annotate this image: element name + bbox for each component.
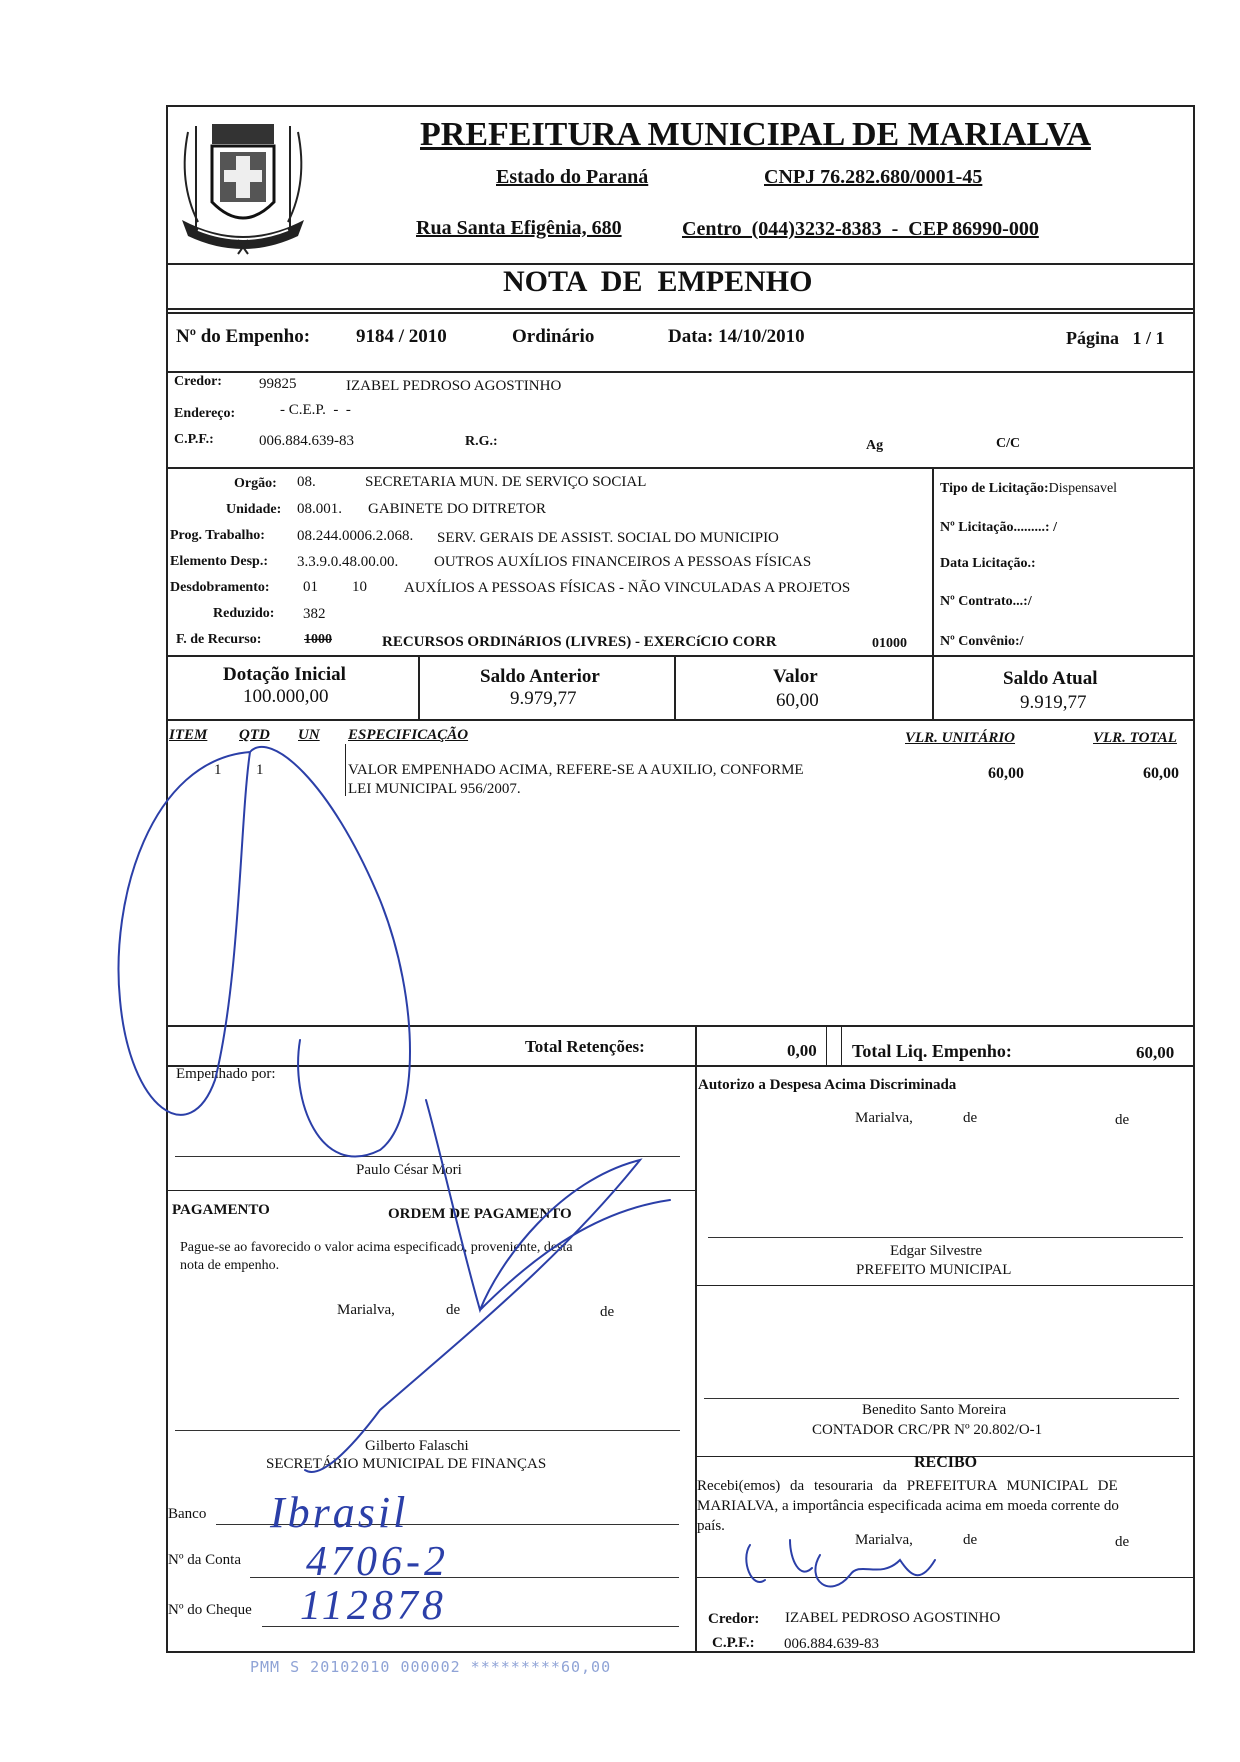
contador-role: CONTADOR CRC/PR Nº 20.802/O-1 bbox=[812, 1422, 1043, 1438]
recurso-name: RECURSOS ORDINáRIOS (LIVRES) - EXERCíCIO CORR bbox=[382, 634, 777, 650]
total-retencoes-label: Total Retenções: bbox=[525, 1037, 645, 1056]
prog-name: SERV. GERAIS DE ASSIST. SOCIAL DO MUNICIPIO bbox=[437, 530, 779, 546]
elemento-name: OUTROS AUXÍLIOS FINANCEIROS A PESSOAS FÍSICAS bbox=[434, 554, 812, 570]
recibo-title: RECIBO bbox=[914, 1454, 978, 1471]
credor-label: Credor: bbox=[174, 374, 222, 389]
saldo-atual-value: 9.919,77 bbox=[1020, 692, 1087, 713]
item-spec-line1: VALOR EMPENHADO ACIMA, REFERE-SE A AUXILIO, CONFORME bbox=[348, 762, 804, 778]
orgao-label: Orgão: bbox=[234, 476, 277, 491]
prefeito-signature-line bbox=[708, 1237, 1183, 1238]
empenho-page: Página 1 / 1 bbox=[1066, 328, 1165, 348]
empenho-type: Ordinário bbox=[512, 326, 595, 347]
data-licitacao: Data Licitação.: bbox=[940, 556, 1036, 571]
recibo-de2: de bbox=[1115, 1534, 1130, 1550]
recibo-text-line1: Recebi(emos) da tesouraria da PREFEITURA MUNICIPAL DE bbox=[697, 1478, 1118, 1494]
autorizo-de2: de bbox=[1115, 1112, 1130, 1128]
tipo-licitacao-value: Dispensavel bbox=[1048, 481, 1118, 496]
conta-label: Nº da Conta bbox=[168, 1552, 241, 1568]
col-especificacao: ESPECIFICAÇÃO bbox=[348, 727, 469, 743]
autorizo-label: Autorizo a Despesa Acima Discriminada bbox=[698, 1077, 957, 1093]
desdobramento-code1: 01 bbox=[303, 579, 318, 595]
doc-title: NOTA DE EMPENHO bbox=[503, 265, 813, 298]
recibo-de1: de bbox=[963, 1532, 978, 1548]
banco-handwritten: Ibrasil bbox=[270, 1488, 409, 1537]
numero-licitacao: Nº Licitação.........: / bbox=[940, 520, 1057, 535]
tipo-licitacao bbox=[940, 481, 1117, 497]
unidade-code: 08.001. bbox=[297, 501, 342, 517]
cpf-value: 006.884.639-83 bbox=[259, 433, 354, 449]
dotacao-label: Dotação Inicial bbox=[223, 664, 346, 685]
prog-label: Prog. Trabalho: bbox=[170, 528, 265, 543]
reduzido-value: 382 bbox=[303, 606, 326, 622]
empenhado-signature-line bbox=[175, 1156, 680, 1157]
recurso-code2: 01000 bbox=[872, 636, 907, 651]
col-qtd: QTD bbox=[239, 727, 270, 743]
saldo-atual-label: Saldo Atual bbox=[1003, 668, 1098, 689]
header-state: Estado do Paraná bbox=[496, 166, 649, 188]
conta-handwritten: 4706-2 bbox=[306, 1539, 449, 1585]
col-item: ITEM bbox=[169, 727, 208, 743]
empenho-date: Data: 14/10/2010 bbox=[668, 326, 805, 347]
cheque-label: Nº do Cheque bbox=[168, 1602, 252, 1618]
dotacao-value: 100.000,00 bbox=[243, 686, 329, 707]
ag-label: Ag bbox=[866, 438, 884, 453]
item-total-value: 60,00 bbox=[1143, 765, 1179, 782]
spec-column-divider bbox=[345, 744, 346, 796]
col-vlr-unitario: VLR. UNITÁRIO bbox=[905, 730, 1016, 746]
cc-label: C/C bbox=[996, 436, 1021, 451]
item-unit-value: 60,00 bbox=[988, 765, 1024, 782]
empenhado-signer: Paulo César Mori bbox=[356, 1162, 462, 1178]
cheque-handwritten: 112878 bbox=[300, 1583, 447, 1629]
pagamento-text-line2: nota de empenho. bbox=[180, 1258, 280, 1273]
recibo-credor-label: Credor: bbox=[708, 1611, 760, 1627]
banco-label: Banco bbox=[168, 1506, 207, 1522]
endereco-label: Endereço: bbox=[174, 406, 236, 421]
pagamento-de2: de bbox=[600, 1304, 615, 1320]
item-spec-line2: LEI MUNICIPAL 956/2007. bbox=[348, 781, 521, 797]
prefeito-role: PREFEITO MUNICIPAL bbox=[856, 1262, 1012, 1278]
total-liquido-value: 60,00 bbox=[1136, 1043, 1175, 1062]
pagamento-city: Marialva, bbox=[337, 1302, 395, 1318]
contador-signature-line bbox=[704, 1398, 1179, 1399]
autorizo-de1: de bbox=[963, 1110, 978, 1126]
unidade-name: GABINETE DO DITRETOR bbox=[368, 501, 547, 517]
saldo-anterior-value: 9.979,77 bbox=[510, 688, 577, 709]
recibo-cpf-label: C.P.F.: bbox=[712, 1635, 755, 1651]
empenhado-label: Empenhado por: bbox=[176, 1066, 276, 1082]
col-un: UN bbox=[298, 727, 320, 743]
header-contact: Centro (044)3232-8383 - CEP 86990-000 bbox=[682, 218, 1039, 240]
credor-code: 99825 bbox=[259, 376, 297, 392]
recibo-text-line2: MARIALVA, a importância especificada acima em moeda corrente do bbox=[697, 1498, 1119, 1514]
header-title: PREFEITURA MUNICIPAL DE MARIALVA bbox=[420, 116, 1091, 153]
secretario-role: SECRETÁRIO MUNICIPAL DE FINANÇAS bbox=[266, 1456, 547, 1472]
footer-stamp: PMM S 20102010 000002 *********60,00 bbox=[250, 1658, 612, 1676]
desdobramento-name: AUXÍLIOS A PESSOAS FÍSICAS - NÃO VINCULADAS A PROJETOS bbox=[404, 580, 851, 596]
saldo-anterior-label: Saldo Anterior bbox=[480, 666, 600, 687]
recibo-cpf-value: 006.884.639-83 bbox=[784, 1636, 879, 1652]
secretario-signature-line bbox=[175, 1430, 680, 1431]
recurso-code: 1000 bbox=[304, 632, 332, 647]
reduzido-label: Reduzido: bbox=[213, 606, 275, 621]
endereco-value: - C.E.P. - - bbox=[280, 402, 351, 418]
valor-label: Valor bbox=[773, 666, 818, 687]
recibo-credor-name: IZABEL PEDROSO AGOSTINHO bbox=[785, 1610, 1001, 1626]
contador-name: Benedito Santo Moreira bbox=[862, 1402, 1007, 1418]
rg-label: R.G.: bbox=[465, 434, 498, 449]
orgao-name: SECRETARIA MUN. DE SERVIÇO SOCIAL bbox=[365, 474, 647, 490]
header-cnpj: CNPJ 76.282.680/0001-45 bbox=[764, 166, 983, 188]
desdobramento-label: Desdobramento: bbox=[170, 580, 270, 595]
col-vlr-total: VLR. TOTAL bbox=[1093, 730, 1177, 746]
recibo-city: Marialva, bbox=[855, 1532, 913, 1548]
desdobramento-code2: 10 bbox=[352, 579, 367, 595]
tipo-licitacao-label: Tipo de Licitação: bbox=[940, 481, 1049, 496]
autorizo-city: Marialva, bbox=[855, 1110, 913, 1126]
secretario-name: Gilberto Falaschi bbox=[365, 1438, 469, 1454]
unidade-label: Unidade: bbox=[226, 502, 282, 517]
pagamento-label: PAGAMENTO bbox=[172, 1202, 270, 1218]
ordem-pagamento-label: ORDEM DE PAGAMENTO bbox=[388, 1206, 572, 1222]
pagamento-de1: de bbox=[446, 1302, 461, 1318]
pagamento-text-line1: Pague-se ao favorecido o valor acima especificado, proveniente, desta bbox=[180, 1240, 573, 1255]
empenho-number-label: Nº do Empenho: bbox=[176, 326, 311, 347]
total-retencoes-value: 0,00 bbox=[787, 1041, 817, 1060]
prefeito-name: Edgar Silvestre bbox=[890, 1243, 983, 1259]
elemento-code: 3.3.9.0.48.00.00. bbox=[297, 554, 399, 570]
cpf-label: C.P.F.: bbox=[174, 432, 214, 447]
recurso-label: F. de Recurso: bbox=[176, 632, 262, 647]
valor-value: 60,00 bbox=[776, 690, 819, 711]
orgao-code: 08. bbox=[297, 474, 316, 490]
numero-contrato: Nº Contrato...:/ bbox=[940, 594, 1032, 609]
header-street: Rua Santa Efigênia, 680 bbox=[416, 217, 622, 239]
elemento-label: Elemento Desp.: bbox=[170, 554, 268, 569]
total-liquido-label: Total Liq. Empenho: bbox=[852, 1041, 1012, 1061]
item-qtd: 1 bbox=[256, 762, 264, 778]
empenho-number: 9184 / 2010 bbox=[356, 326, 447, 347]
item-number: 1 bbox=[214, 762, 222, 778]
prog-code: 08.244.0006.2.068. bbox=[297, 528, 414, 544]
credor-name: IZABEL PEDROSO AGOSTINHO bbox=[346, 378, 562, 394]
recibo-text-line3: país. bbox=[697, 1518, 725, 1534]
numero-convenio: Nº Convênio:/ bbox=[940, 634, 1024, 649]
